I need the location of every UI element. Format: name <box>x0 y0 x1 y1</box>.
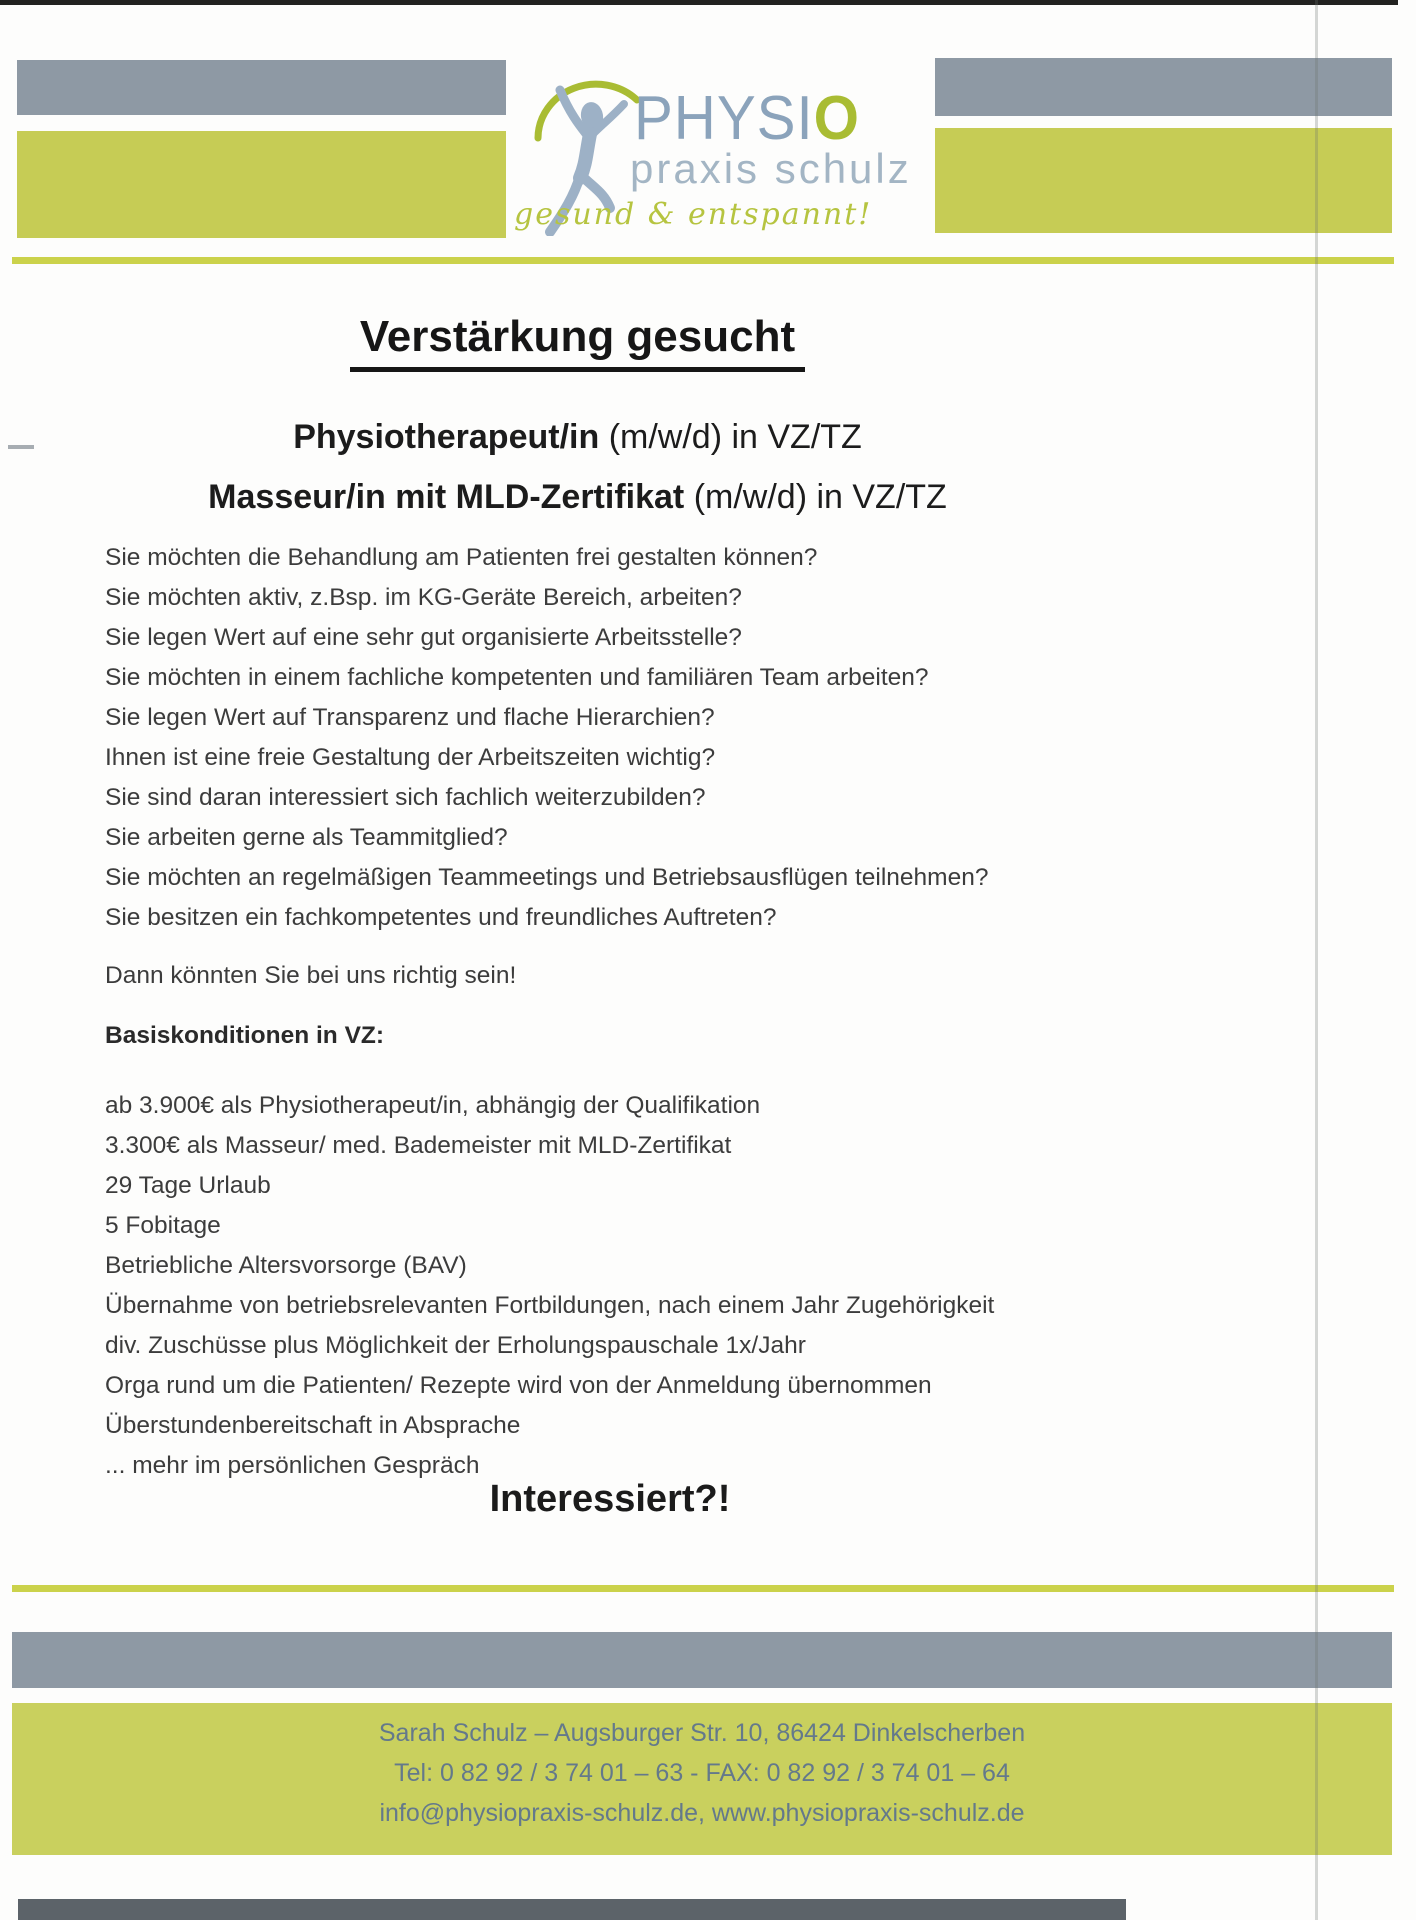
question-line: Sie möchten in einem fachliche kompetenten und familiären Team arbeiten? <box>105 664 929 691</box>
interested-heading: Interessiert?! <box>489 1478 731 1520</box>
logo-wordmark-o: O <box>813 84 860 153</box>
question-line: Sie sind daran interessiert sich fachlich weiterzubilden? <box>105 784 706 811</box>
question-line: Sie legen Wert auf eine sehr gut organisierte Arbeitsstelle? <box>105 624 742 651</box>
header-right-green-bar <box>935 128 1392 233</box>
condition-line: div. Zuschüsse plus Möglichkeit der Erholungspauschale 1x/Jahr <box>105 1332 806 1359</box>
question-line: Sie besitzen ein fachkompetentes und freundliches Auftreten? <box>105 904 777 931</box>
conditions-heading: Basiskonditionen in VZ: <box>105 1022 385 1049</box>
question-line: Sie legen Wert auf Transparenz und flache Hierarchien? <box>105 704 715 731</box>
position-line-physiotherapeut: Physiotherapeut/in (m/w/d) in VZ/TZ <box>293 418 862 456</box>
condition-line: ... mehr im persönlichen Gespräch <box>105 1452 480 1479</box>
page-title <box>90 312 1065 372</box>
logo-wordmark <box>634 84 860 153</box>
condition-line: Orga rund um die Patienten/ Rezepte wird von der Anmeldung übernommen <box>105 1372 932 1399</box>
scan-dash-artifact <box>8 445 34 449</box>
footer-address: Sarah Schulz – Augsburger Str. 10, 86424 Dinkelscherben <box>378 1719 1026 1747</box>
logo-tagline: gesund & entspannt! <box>514 197 873 232</box>
green-divider-top <box>12 257 1394 264</box>
footer-contact-block <box>12 1703 1392 1855</box>
footer-gray-bar <box>12 1632 1392 1688</box>
footer-email-web: info@physiopraxis-schulz.de, www.physiopraxis-schulz.de <box>379 1799 1025 1827</box>
scan-fold-line <box>1315 0 1318 1920</box>
question-line: Sie arbeiten gerne als Teammitglied? <box>105 824 508 851</box>
header-left-green-bar <box>17 131 506 238</box>
question-line: Sie möchten an regelmäßigen Teammeetings und Betriebsausflügen teilnehmen? <box>105 864 989 891</box>
condition-line: 29 Tage Urlaub <box>105 1172 271 1199</box>
footer-phone-fax: Tel: 0 82 92 / 3 74 01 – 63 - FAX: 0 82 92 / 3 74 01 – 64 <box>394 1759 1010 1787</box>
condition-line: 3.300€ als Masseur/ med. Bademeister mit MLD-Zertifikat <box>105 1132 732 1159</box>
condition-line: ab 3.900€ als Physiotherapeut/in, abhängig der Qualifikation <box>105 1092 761 1119</box>
question-line: Sie möchten aktiv, z.Bsp. im KG-Geräte Bereich, arbeiten? <box>105 584 742 611</box>
green-divider-bottom <box>12 1585 1394 1592</box>
closing-line: Dann könnten Sie bei uns richtig sein! <box>105 962 517 989</box>
question-line: Sie möchten die Behandlung am Patienten frei gestalten können? <box>105 544 818 571</box>
condition-line: Übernahme von betriebsrelevanten Fortbildungen, nach einem Jahr Zugehörigkeit <box>105 1292 995 1319</box>
condition-line: Überstundenbereitschaft in Absprache <box>105 1412 521 1439</box>
logo-wordmark-physi: PHYSI <box>634 84 814 153</box>
page-title-text: Verstärkung gesucht <box>350 312 805 372</box>
condition-line: Betriebliche Altersvorsorge (BAV) <box>105 1252 467 1279</box>
condition-line: 5 Fobitage <box>105 1212 221 1239</box>
header-right-gray-bar <box>935 58 1392 116</box>
position-line-masseur: Masseur/in mit MLD-Zertifikat (m/w/d) in VZ/TZ <box>208 478 947 516</box>
logo-subtitle: praxis schulz <box>630 145 912 192</box>
header-left-gray-bar <box>17 60 506 115</box>
question-line: Ihnen ist eine freie Gestaltung der Arbeitszeiten wichtig? <box>105 744 716 771</box>
bottom-dark-bar <box>18 1899 1126 1920</box>
question-list <box>105 538 1205 938</box>
conditions-list <box>105 1086 1205 1486</box>
top-border-line <box>0 0 1398 5</box>
